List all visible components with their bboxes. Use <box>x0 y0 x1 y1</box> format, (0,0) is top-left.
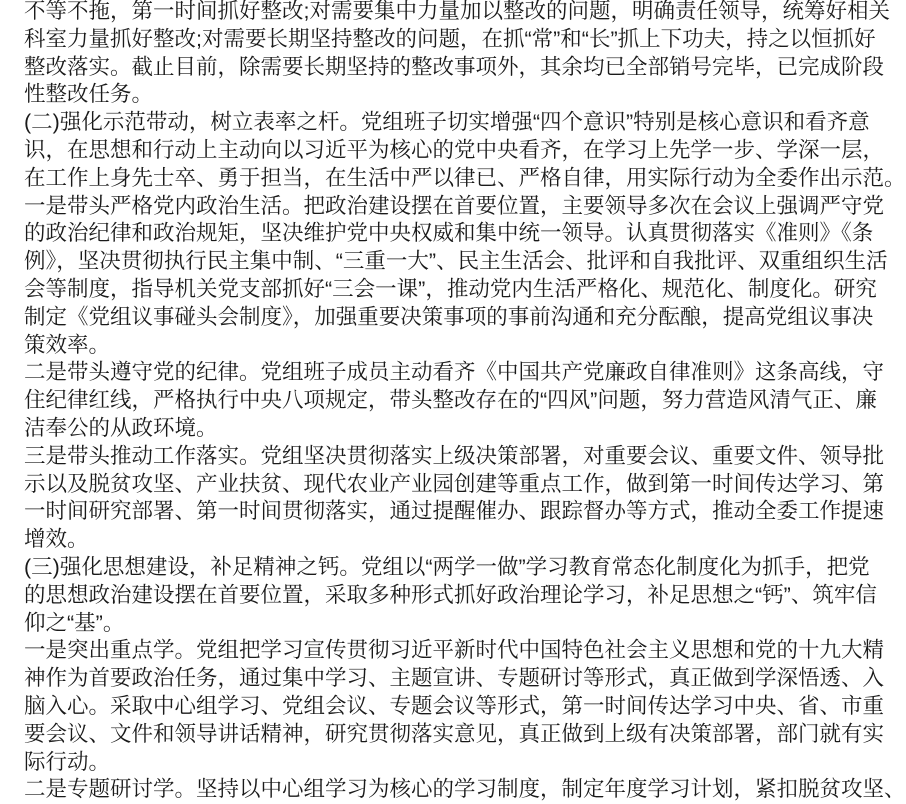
text-line: 二是专题研讨学。坚持以中心组学习为核心的学习制度，制定年度学习计划，紧扣脱贫攻坚、 <box>24 777 906 802</box>
text-line: 策效率。 <box>24 332 111 357</box>
text-line: 制定《党组议事碰头会制度》，加强重要决策事项的事前沟通和充分酝酿，提高党组议事决 <box>24 304 874 329</box>
text-line: 一时间研究部署、第一时间贯彻落实，通过提醒催办、跟踪督办等方式，推动全委工作提速 <box>24 499 885 524</box>
text-line: 在工作上身先士卒、勇于担当，在生活中严以律已、严格自律，用实际行动为全委作出示范。 <box>24 165 906 190</box>
text-line: 脑入心。采取中心组学习、党组会议、专题会议等形式，第一时间传达学习中央、省、市重 <box>24 693 885 718</box>
text-line: 性整改任务。 <box>24 82 154 107</box>
text-line: 的政治纪律和政治规矩，坚决维护党中央权威和集中统一领导。认真贯彻落实《准则》《条 <box>24 221 874 246</box>
text-line: 一是带头严格党内政治生活。把政治建设摆在首要位置，主要领导多次在会议上强调严守党 <box>24 193 885 218</box>
text-line: 二是带头遵守党的纪律。党组班子成员主动看齐《中国共产党廉政自律准则》这条高线，守 <box>24 360 885 385</box>
text-line: 识，在思想和行动上主动向以习近平为核心的党中央看齐，在学习上先学一步、学深一层， <box>24 137 885 162</box>
text-line: 不等不拖，第一时间抓好整改;对需要集中力量加以整改的问题，明确责任领导，统筹好相关 <box>24 0 890 23</box>
text-line: (三)强化思想建设，补足精神之钙。党组以“两学一做”学习教育常态化制度化为抓手，把党 <box>24 554 870 579</box>
text-line: 仰之“基”。 <box>24 610 125 635</box>
text-line: 的思想政治建设摆在首要位置，采取多种形式抓好政治理论学习，补足思想之“钙”、筑牢信 <box>24 582 877 607</box>
text-line: 增效。 <box>24 527 89 552</box>
text-line: (二)强化示范带动，树立表率之杆。党组班子切实增强“四个意识”特别是核心意识和看齐意 <box>24 110 870 135</box>
text-line: 例》，坚决贯彻执行民主集中制、“三重一大”、民主生活会、批评和自我批评、双重组织生活 <box>24 249 888 274</box>
text-line: 一是突出重点学。党组把学习宣传贯彻习近平新时代中国特色社会主义思想和党的十九大精 <box>24 638 885 663</box>
text-line: 洁奉公的从政环境。 <box>24 415 218 440</box>
text-line: 际行动。 <box>24 749 111 774</box>
text-line: 要会议、文件和领导讲话精神，研究贯彻落实意见，真正做到上级有决策部署，部门就有实 <box>24 721 885 746</box>
text-line: 示以及脱贫攻坚、产业扶贫、现代农业产业园创建等重点工作，做到第一时间传达学习、第 <box>24 471 885 496</box>
text-line: 整改落实。截止目前，除需要长期坚持的整改事项外，其余均已全部销号完毕，已完成阶段 <box>24 54 885 79</box>
text-line: 三是带头推动工作落实。党组坚决贯彻落实上级决策部署，对重要会议、重要文件、领导批 <box>24 443 885 468</box>
text-line: 会等制度，指导机关党支部抓好“三会一课”，推动党内生活严格化、规范化、制度化。研究 <box>24 276 877 301</box>
text-line: 神作为首要政治任务，通过集中学习、主题宣讲、专题研讨等形式，真正做到学深悟透、入 <box>24 666 885 691</box>
document-body <box>24 0 906 804</box>
text-line: 住纪律红线，严格执行中央八项规定，带头整改存在的“四风”问题，努力营造风清气正、廉 <box>24 388 877 413</box>
text-line: 科室力量抓好整改;对需要长期坚持整改的问题，在抓“常”和“长”抓上下功夫，持之以恒抓好 <box>24 26 876 51</box>
